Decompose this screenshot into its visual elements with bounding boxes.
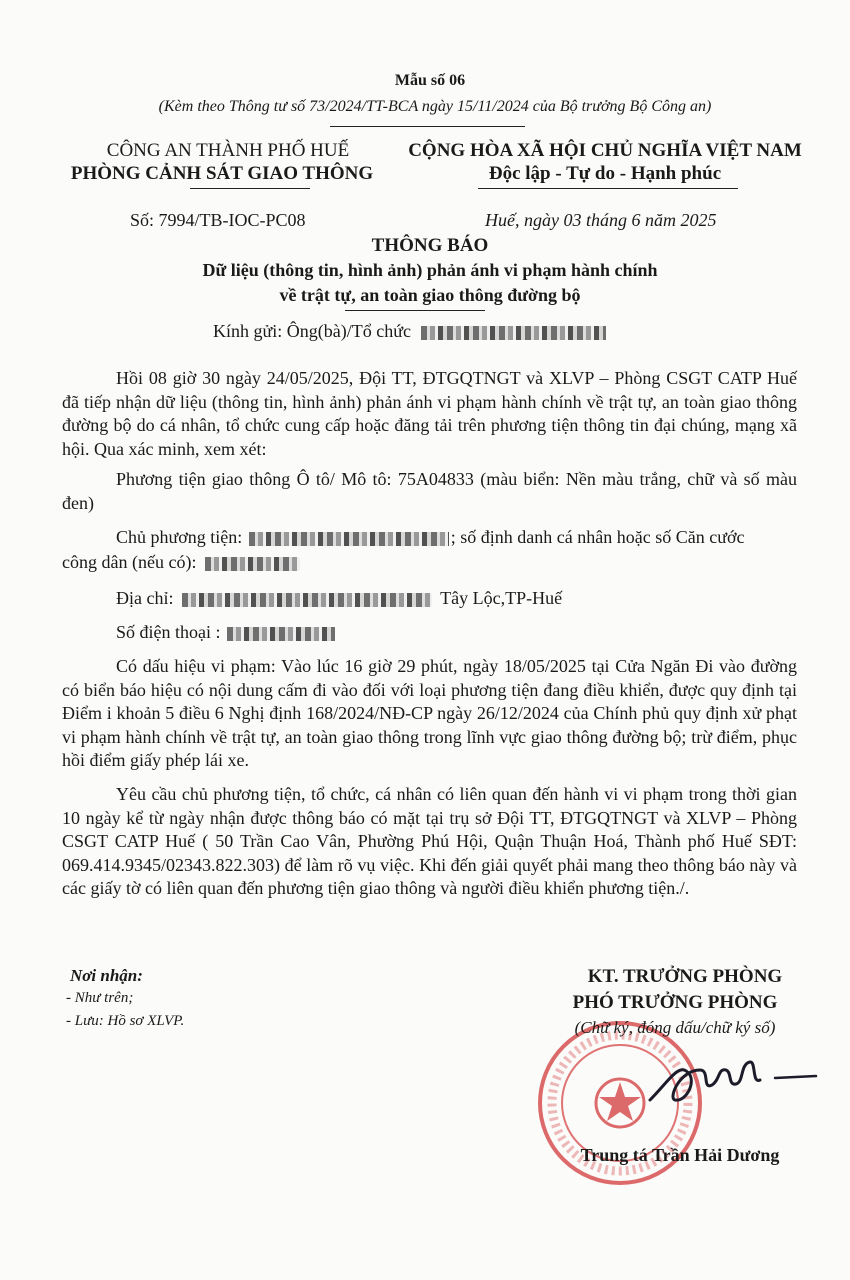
- form-number: Mẫu số 06: [394, 72, 466, 89]
- addressee: [213, 320, 606, 344]
- address-tail: Tây Lộc,TP-Huế: [440, 588, 563, 608]
- recipient-item: - Lưu: Hồ sơ XLVP.: [66, 1013, 185, 1029]
- redacted-id: [205, 557, 300, 571]
- redacted-name: [421, 326, 606, 340]
- phone-line: [116, 621, 335, 645]
- redacted-phone: [227, 627, 335, 641]
- agency-name: CÔNG AN THÀNH PHỐ HUẾ: [106, 140, 350, 161]
- signature-title-line2: PHÓ TRƯỞNG PHÒNG: [572, 992, 778, 1013]
- intro-paragraph: Hồi 08 giờ 30 ngày 24/05/2025, Đội TT, ĐTGQTNGT và XLVP – Phòng CSGT CATP Huế đã tiếp nhận dữ liệu (thông tin, hình ảnh) phản ánh vi phạm hành chính về trật tự, an toàn giao thông đường bộ do cá nhân, tổ chức cung cấp hoặc đăng tải trên phương tiện thông tin đại chúng, mạng xã hội. Qua xác minh, xem xét:: [62, 368, 797, 459]
- redacted-address: [182, 593, 432, 607]
- national-title: CỘNG HÒA XÃ HỘI CHỦ NGHĨA VIỆT NAM: [408, 140, 802, 161]
- signer-name: Trung tá Trần Hải Dương: [580, 1145, 780, 1165]
- owner-id-label: ; số định danh cá nhân hoặc số Căn cước: [450, 527, 745, 547]
- divider: [478, 188, 738, 189]
- form-attachment-note: (Kèm theo Thông tư số 73/2024/TT-BCA ngày 15/11/2024 của Bộ trưởng Bộ Công an): [158, 98, 712, 115]
- handwritten-signature: [640, 1040, 820, 1115]
- document-subtitle-line1: Dữ liệu (thông tin, hình ảnh) phản ánh vi phạm hành chính: [202, 260, 658, 280]
- violation-paragraph: Có dấu hiệu vi phạm: Vào lúc 16 giờ 29 phút, ngày 18/05/2025 tại Cửa Ngăn Đi vào đường có biển báo hiệu có nội dung cấm đi vào đối với loại phương tiện đang điều khiển, được quy định tại Điểm i khoản 5 điều 6 Nghị định 168/2024/NĐ-CP ngày 26/12/2024 của Chính phủ quy định xử phạt vi phạm hành chính về trật tự, an toàn giao thông trong lĩnh vực giao thông đường bộ; trừ điểm, phục hồi điểm giấy phép lái xe.: [62, 656, 797, 770]
- recipients-heading: Nơi nhận:: [70, 966, 143, 985]
- phone-label: Số điện thoại :: [116, 622, 221, 642]
- national-motto: Độc lập - Tự do - Hạnh phúc: [488, 163, 722, 184]
- request-paragraph: Yêu cầu chủ phương tiện, tổ chức, cá nhân có liên quan đến hành vi vi phạm trong thời gian 10 ngày kể từ ngày nhận được thông báo có mặt tại trụ sở Đội TT, ĐTGQTNGT và XLVP – Phòng CSGT CATP Huế ( 50 Trần Cao Vân, Phường Phú Hội, Quận Thuận Hoá, Thành phố Huế SĐT: 069.414.9345/02343.822.303) để làm rõ vụ việc. Khi đến giải quyết phải mang theo thông báo này và các giấy tờ có liên quan đến phương tiện giao thông và người điều khiển phương tiện./.: [62, 784, 797, 898]
- owner-id-label2: công dân (nếu có):: [62, 552, 197, 572]
- document-number: Số: 7994/TB-IOC-PC08: [130, 210, 306, 230]
- signature-instruction: (Chữ ký, đóng dấu/chữ ký số): [574, 1018, 776, 1037]
- addressee-label: Kính gửi: Ông(bà)/Tổ chức: [213, 321, 411, 341]
- owner-line: [116, 526, 744, 550]
- signature-title-line1: KT. TRƯỞNG PHÒNG: [587, 966, 783, 987]
- agency-department: PHÒNG CẢNH SÁT GIAO THÔNG: [70, 163, 374, 184]
- address-label: Địa chỉ:: [116, 588, 174, 608]
- document-title: THÔNG BÁO: [371, 235, 489, 256]
- vehicle-paragraph: Phương tiện giao thông Ô tô/ Mô tô: 75A04833 (màu biển: Nền màu trắng, chữ và số màu đen): [62, 469, 797, 513]
- owner-label: Chủ phương tiện:: [116, 527, 243, 547]
- divider: [345, 310, 485, 311]
- place-date: Huế, ngày 03 tháng 6 năm 2025: [485, 210, 717, 230]
- recipient-item: - Như trên;: [66, 990, 134, 1006]
- address-line: [116, 587, 562, 611]
- owner-id-line: [62, 551, 300, 575]
- redacted-owner: [249, 532, 449, 546]
- divider: [330, 126, 525, 127]
- document-subtitle-line2: về trật tự, an toàn giao thông đường bộ: [279, 285, 581, 305]
- divider: [190, 188, 310, 189]
